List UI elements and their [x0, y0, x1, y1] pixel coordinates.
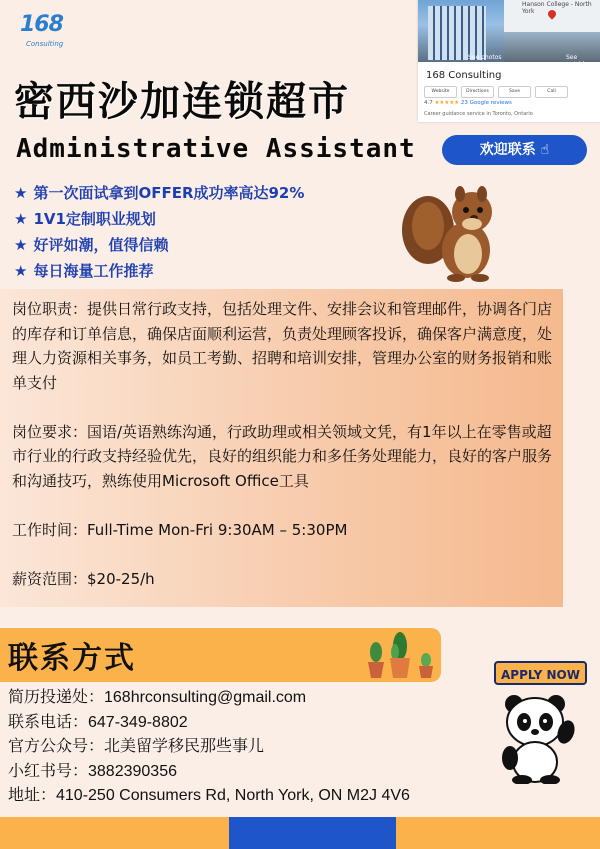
- apply-now-button[interactable]: APPLY NOW: [494, 661, 587, 685]
- save-button[interactable]: Save: [498, 86, 531, 98]
- see-outside-label[interactable]: See outside: [566, 54, 589, 68]
- see-photos-label[interactable]: See photos: [468, 54, 502, 61]
- job-description: [12, 297, 556, 616]
- contact-wechat-account: 官方公众号：北美留学移民那些事儿: [8, 738, 265, 756]
- contact-email[interactable]: 简历投递处：168hrconsulting@gmail.com: [8, 689, 307, 706]
- map-card-buttons: [424, 86, 568, 98]
- job-title: Administrative Assistant: [16, 134, 416, 164]
- call-button[interactable]: Call: [535, 86, 568, 98]
- business-description: Career guidance service in Toronto, Ontario: [424, 111, 533, 117]
- rating-value: 4.7: [424, 100, 433, 106]
- directions-button[interactable]: Directions: [461, 86, 494, 98]
- page-title: 密西沙加连锁超市: [14, 79, 350, 125]
- contact-phone[interactable]: 联系电话：647-349-8802: [8, 713, 188, 731]
- panda-illustration: [496, 692, 584, 784]
- potted-plants-illustration: [362, 630, 436, 680]
- star-icon: ★: [14, 262, 28, 280]
- welcome-contact-button[interactable]: 欢迎联系 ☝: [442, 135, 587, 165]
- logo-subtext: Consulting: [26, 40, 64, 48]
- contact-title: 联系方式: [8, 641, 136, 676]
- job-requirements: 岗位要求：国语/英语熟练沟通，行政助理或相关领域文凭，有1年以上在零售或超市行业的行政支持经验优先，良好的组织能力和多任务处理能力，良好的客户服务和沟通技巧，熟练使用Microsoft Office工具: [12, 422, 553, 490]
- salary-range: 薪资范围：$20-25/h: [12, 569, 155, 588]
- perk-item: ★ 第一次面试拿到OFFER成功率高达92%: [14, 184, 305, 202]
- star-icon: ★: [14, 210, 28, 228]
- work-hours: 工作时间：Full-Time Mon-Fri 9:30AM – 5:30PM: [12, 520, 348, 539]
- star-icon: ★★★★★: [434, 100, 460, 106]
- squirrel-illustration: [398, 180, 502, 284]
- company-logo: [20, 12, 68, 54]
- logo-number: 168: [20, 12, 63, 37]
- google-maps-card[interactable]: [418, 0, 600, 122]
- reviews-link[interactable]: 23 Google reviews: [460, 100, 512, 106]
- job-duties: 岗位职责：提供日常行政支持，包括处理文件、安排会议和管理邮件，协调各门店的库存和订单信息，确保店面顺利运营，负责处理顾客投诉，确保客户满意度，处理人力资源相关事务，如员工考勤、招聘和培训安排，管理办公室的财务报销和账单支付: [12, 300, 553, 392]
- star-icon: ★: [14, 184, 28, 202]
- perk-item: ★ 好评如潮，值得信赖: [14, 236, 169, 254]
- footer-center-block: [229, 817, 396, 849]
- contact-address: 地址：410-250 Consumers Rd, North York, ON M2J 4V6: [8, 787, 410, 805]
- perks-list: [14, 180, 304, 284]
- building-photo[interactable]: [418, 0, 504, 62]
- map-thumbnail[interactable]: [504, 0, 600, 32]
- map-label: Hanson College - North York: [522, 1, 592, 15]
- website-button[interactable]: Website: [424, 86, 457, 98]
- rating-row: [424, 100, 512, 106]
- perk-item: ★ 每日海量工作推荐: [14, 262, 154, 280]
- contact-info-list: [8, 686, 410, 809]
- contact-xiaohongshu: 小红书号：3882390356: [8, 762, 177, 780]
- star-icon: ★: [14, 236, 28, 254]
- business-name: 168 Consulting: [426, 70, 502, 81]
- perk-item: ★ 1V1定制职业规划: [14, 210, 156, 228]
